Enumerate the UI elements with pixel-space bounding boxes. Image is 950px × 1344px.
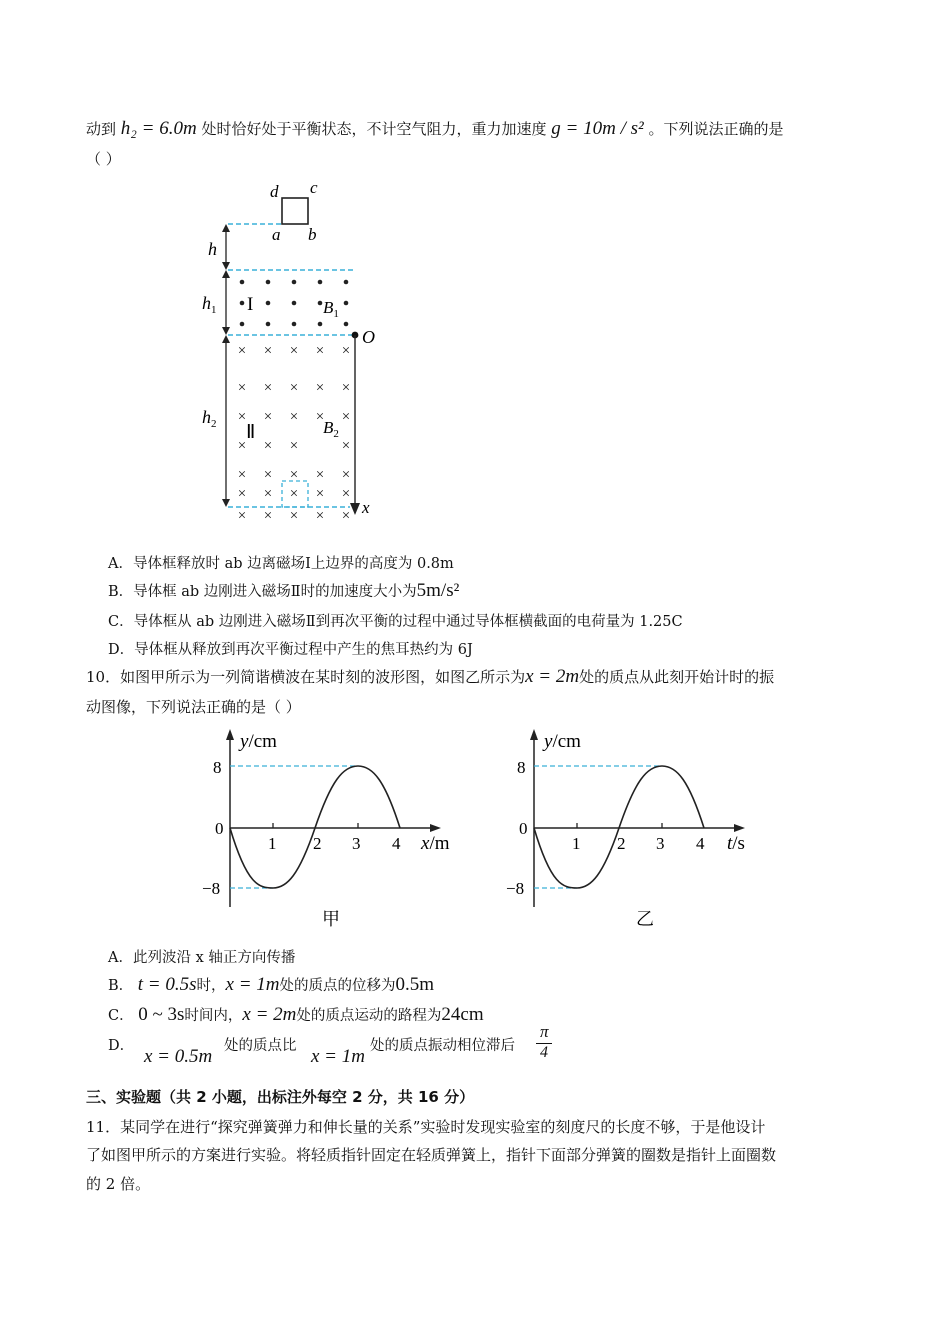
y-axis-label: y/cm xyxy=(544,731,581,752)
q9-answer-blank: （ ） xyxy=(86,150,121,168)
q10-option-c xyxy=(108,1004,484,1026)
q10-stem-prefix: 10．如图甲所示为一列简谐横波在某时刻的波形图，如图乙所示为 xyxy=(86,668,526,686)
svg-text:×: × xyxy=(263,438,273,454)
svg-text:×: × xyxy=(341,409,351,425)
label-region-2: Ⅱ xyxy=(246,422,256,443)
option-text: 时间内， xyxy=(184,1008,243,1024)
option-math: x = 1m xyxy=(311,1046,365,1067)
svg-text:×: × xyxy=(237,438,247,454)
x-tick-label: 1 xyxy=(268,834,277,853)
option-math: x = 1m xyxy=(225,974,280,995)
svg-text:×: × xyxy=(289,508,299,524)
wave-curve xyxy=(230,766,400,888)
svg-text:×: × xyxy=(315,409,325,425)
q10-stem-line-2: 动图像，下列说法正确的是（ ） xyxy=(86,698,301,716)
svg-text:×: × xyxy=(237,467,247,483)
q10-x-expression: x = 2m xyxy=(525,666,580,687)
q9-stem-line xyxy=(86,118,784,140)
svg-text:×: × xyxy=(289,343,299,359)
x-tick-label: 1 xyxy=(572,834,581,853)
graph-jia xyxy=(195,725,465,940)
option-text: 处的质点运动的路程为 xyxy=(296,1008,442,1024)
q9-h2-expression: h₂ = 6.0m xyxy=(120,118,197,139)
svg-text:×: × xyxy=(341,486,351,502)
x-tick-label: 4 xyxy=(392,834,401,853)
q9-option-d xyxy=(108,638,473,659)
label-x-axis: x xyxy=(362,498,370,517)
svg-text:×: × xyxy=(341,380,351,396)
q9-stem-prefix: 动到 xyxy=(86,120,117,138)
option-text: 导体框释放时 ab 边离磁场Ⅰ上边界的高度为 0.8m xyxy=(132,556,454,572)
y-tick-label: −8 xyxy=(202,879,221,898)
option-text: 导体框从 ab 边刚进入磁场Ⅱ到再次平衡的过程中通过导体框横截面的电荷量为 1.25C xyxy=(133,614,683,630)
x-axis-label: x/m xyxy=(421,833,450,854)
q9-stem-middle: 处时恰好处于平衡状态，不计空气阻力，重力加速度 xyxy=(201,120,547,138)
option-letter: B． xyxy=(108,978,134,994)
q11-line-2: 了如图甲所示的方案进行实验。将轻质指针固定在轻质弹簧上，指针下面部分弹簧的圈数是指针上面圈数 xyxy=(86,1146,777,1164)
label-h1: $h_1$ xyxy=(202,293,217,316)
y-tick-label: −8 xyxy=(506,879,525,898)
option-text: 此列波沿 x 轴正方向传播 xyxy=(132,950,296,966)
svg-text:×: × xyxy=(237,380,247,396)
x-tick-label: 2 xyxy=(617,834,626,853)
x-axis-label: t/s xyxy=(727,833,745,854)
svg-text:×: × xyxy=(315,486,325,502)
oscillation-curve xyxy=(534,766,704,888)
q9-stem-end: 。下列说法正确的是 xyxy=(648,120,784,138)
svg-text:×: × xyxy=(237,343,247,359)
label-B1: $B_1$ xyxy=(323,298,339,320)
conductor-frame xyxy=(282,198,308,224)
section-3-heading: 三、实验题（共 2 小题，出标注外每空 2 分，共 16 分） xyxy=(86,1088,475,1106)
svg-text:×: × xyxy=(263,467,273,483)
label-region-1: I xyxy=(247,294,254,315)
svg-text:×: × xyxy=(315,467,325,483)
q11-line-1: 11．某同学在进行“探究弹簧弹力和伸长量的关系”实验时发现实验室的刻度尺的长度不够，于是他设计 xyxy=(86,1118,766,1136)
q10-option-a xyxy=(108,946,295,967)
svg-text:×: × xyxy=(263,486,273,502)
svg-text:×: × xyxy=(263,508,273,524)
x-tick-label: 2 xyxy=(313,834,322,853)
q9-magnetic-field-figure xyxy=(190,175,400,525)
y-tick-label: 8 xyxy=(213,758,222,777)
label-h: h xyxy=(208,239,217,259)
svg-text:×: × xyxy=(263,380,273,396)
y-tick-label: 0 xyxy=(215,819,224,838)
option-letter: C． xyxy=(108,1008,134,1024)
q11-line-3: 的 2 倍。 xyxy=(86,1175,151,1193)
svg-text:×: × xyxy=(289,467,299,483)
option-text: 导体框从释放到再次平衡过程中产生的焦耳热约为 6J xyxy=(134,642,473,658)
fraction-denominator: 4 xyxy=(540,1044,548,1061)
label-a: a xyxy=(272,225,281,244)
option-letter: C． xyxy=(108,614,134,630)
option-text: 处的质点比 xyxy=(224,1038,297,1054)
svg-text:×: × xyxy=(341,508,351,524)
option-math: 5m/s² xyxy=(416,580,460,601)
option-math: 24cm xyxy=(441,1004,484,1025)
option-text: 处的质点的位移为 xyxy=(279,978,396,994)
option-text: 导体框 ab 边刚进入磁场Ⅱ时的加速度大小为 xyxy=(133,584,417,600)
option-letter: D． xyxy=(108,1038,135,1054)
svg-text:×: × xyxy=(315,380,325,396)
label-d: d xyxy=(270,182,279,201)
svg-text:×: × xyxy=(289,409,299,425)
y-tick-label: 8 xyxy=(517,758,526,777)
q9-option-a xyxy=(108,552,454,573)
q10-stem-line-1 xyxy=(86,666,774,688)
svg-text:×: × xyxy=(289,438,299,454)
label-O: O xyxy=(362,327,375,347)
svg-text:×: × xyxy=(263,343,273,359)
q10-option-d xyxy=(108,1022,568,1067)
svg-text:×: × xyxy=(289,486,299,502)
graph-yi xyxy=(499,725,769,940)
option-text: 处的质点振动相位滞后 xyxy=(370,1038,515,1054)
option-text: 时， xyxy=(196,978,226,994)
option-math: t = 0.5s xyxy=(137,974,197,995)
svg-text:×: × xyxy=(237,508,247,524)
option-letter: B． xyxy=(108,584,134,600)
option-math: 0 ~ 3s xyxy=(138,1004,185,1025)
y-axis-label: y/cm xyxy=(240,731,277,752)
svg-text:×: × xyxy=(289,380,299,396)
option-math: x = 2m xyxy=(242,1004,297,1025)
graph-caption: 乙 xyxy=(636,909,654,929)
x-tick-label: 3 xyxy=(352,834,361,853)
svg-text:×: × xyxy=(315,508,325,524)
option-letter: A． xyxy=(108,556,133,572)
option-letter: A． xyxy=(108,950,133,966)
fraction-numerator: π xyxy=(540,1022,549,1041)
x-tick-label: 4 xyxy=(696,834,705,853)
svg-text:×: × xyxy=(315,343,325,359)
q9-option-c xyxy=(108,610,683,631)
svg-text:×: × xyxy=(237,486,247,502)
svg-text:×: × xyxy=(341,343,351,359)
graph-caption: 甲 xyxy=(322,909,340,929)
label-h2: $h_2$ xyxy=(202,407,217,430)
svg-text:×: × xyxy=(237,409,247,425)
y-tick-label: 0 xyxy=(519,819,528,838)
q10-option-b xyxy=(108,974,434,996)
x-tick-label: 3 xyxy=(656,834,665,853)
label-c: c xyxy=(310,178,318,197)
svg-text:×: × xyxy=(341,438,351,454)
svg-text:×: × xyxy=(341,467,351,483)
option-letter: D． xyxy=(108,642,135,658)
svg-text:×: × xyxy=(263,409,273,425)
label-b: b xyxy=(308,225,317,244)
option-math: 0.5m xyxy=(395,974,435,995)
label-B2: $B_2$ xyxy=(323,418,339,440)
option-math: x = 0.5m xyxy=(144,1046,213,1067)
q10-stem-suffix: 处的质点从此刻开始计时的振 xyxy=(579,668,775,686)
q9-g-expression: g = 10m / s² xyxy=(551,118,644,139)
q9-option-b xyxy=(108,580,459,602)
